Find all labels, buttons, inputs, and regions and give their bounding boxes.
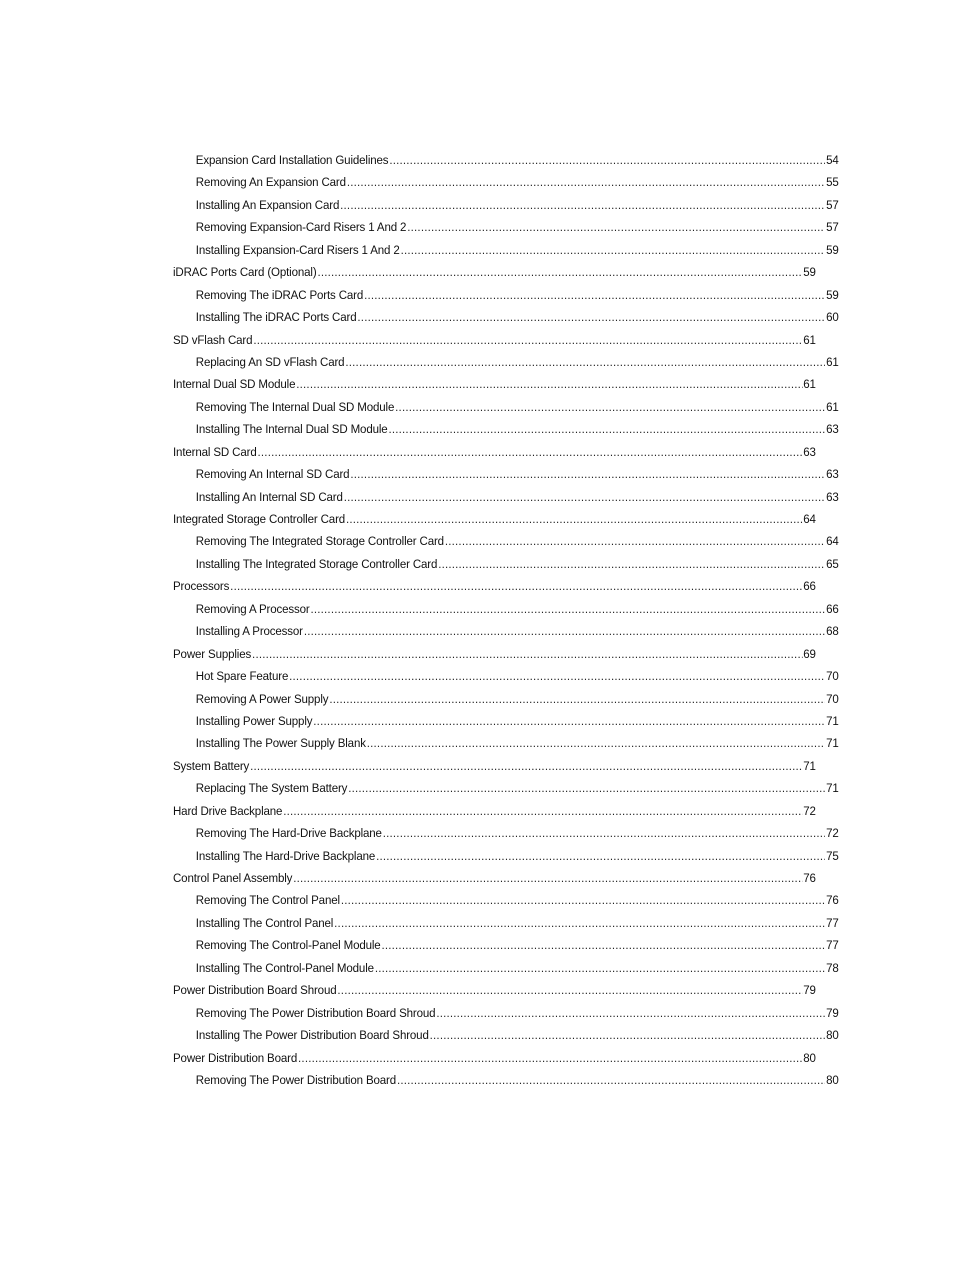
toc-entry-page-number: 70	[826, 669, 839, 684]
dot-leader	[350, 463, 825, 485]
dot-leader	[445, 530, 825, 552]
toc-entry-title: Installing The Hard-Drive Backplane	[195, 848, 376, 863]
dot-leader	[341, 889, 825, 911]
dot-leader	[430, 1024, 825, 1046]
toc-entry-page-number: 64	[826, 534, 839, 549]
table-of-contents	[173, 149, 839, 1091]
toc-entry-title: Installing An Internal SD Card	[195, 489, 343, 504]
dot-leader	[438, 553, 825, 575]
dot-leader	[345, 351, 825, 373]
toc-section-entry[interactable]	[173, 329, 816, 351]
toc-entry-title: Power Distribution Board Shroud	[173, 983, 337, 998]
toc-entry-page-number: 71	[803, 758, 816, 773]
toc-entry-page-number: 80	[826, 1028, 839, 1043]
toc-subsection-entry[interactable]	[173, 463, 839, 485]
toc-entry-page-number: 63	[803, 444, 816, 459]
toc-subsection-entry[interactable]	[173, 351, 839, 373]
toc-entry-page-number: 61	[803, 332, 816, 347]
toc-entry-title: Removing The Control Panel	[195, 893, 340, 908]
dot-leader	[346, 508, 802, 530]
toc-subsection-entry[interactable]	[173, 710, 839, 732]
toc-entry-title: Removing The Power Distribution Board Shroud	[195, 1005, 436, 1020]
toc-entry-page-number: 71	[826, 736, 839, 751]
toc-subsection-entry[interactable]	[173, 553, 839, 575]
toc-entry-title: Integrated Storage Controller Card	[173, 512, 346, 526]
toc-entry-title: Installing A Processor	[195, 624, 303, 639]
toc-entry-page-number: 59	[826, 242, 839, 257]
toc-entry-title: Installing The Power Distribution Board Shroud	[195, 1028, 429, 1043]
toc-entry-title: Removing An Internal SD Card	[195, 467, 350, 482]
toc-entry-page-number: 69	[803, 646, 816, 661]
dot-leader	[304, 620, 825, 642]
toc-entry-title: Power Supplies	[173, 646, 252, 661]
toc-subsection-entry[interactable]	[173, 889, 839, 911]
toc-entry-page-number: 61	[803, 377, 816, 392]
toc-entry-page-number: 63	[826, 467, 839, 482]
dot-leader	[283, 800, 802, 822]
toc-entry-page-number: 60	[826, 310, 839, 325]
dot-leader	[252, 643, 802, 665]
toc-entry-title: Installing The Power Supply Blank	[195, 736, 366, 751]
toc-subsection-entry[interactable]	[173, 396, 839, 418]
toc-subsection-entry[interactable]	[173, 418, 839, 440]
dot-leader	[388, 418, 825, 440]
toc-section-entry[interactable]	[173, 867, 816, 889]
toc-entry-page-number: 72	[803, 803, 816, 818]
dot-leader	[357, 306, 825, 328]
dot-leader	[250, 755, 802, 777]
toc-entry-title: Removing An Expansion Card	[195, 175, 346, 190]
dot-leader	[293, 867, 802, 889]
toc-entry-page-number: 77	[826, 915, 839, 930]
toc-section-entry[interactable]	[173, 508, 816, 530]
dot-leader	[337, 979, 802, 1001]
toc-entry-page-number: 66	[826, 601, 839, 616]
dot-leader	[436, 1002, 825, 1024]
toc-entry-page-number: 80	[803, 1050, 816, 1065]
toc-entry-title: Processors	[173, 579, 230, 594]
toc-subsection-entry[interactable]	[173, 665, 839, 687]
dot-leader	[253, 329, 802, 351]
toc-section-entry[interactable]	[173, 261, 816, 283]
toc-entry-page-number: 79	[826, 1005, 839, 1020]
toc-entry-title: Installing An Expansion Card	[195, 197, 340, 212]
toc-entry-page-number: 76	[826, 893, 839, 908]
toc-entry-page-number: 77	[826, 938, 839, 953]
dot-leader	[296, 373, 802, 395]
toc-entry-page-number: 66	[803, 579, 816, 594]
toc-entry-title: Installing The Integrated Storage Controller Card	[195, 556, 438, 571]
toc-entry-title: Removing The Internal Dual SD Module	[195, 399, 395, 414]
toc-entry-page-number: 75	[826, 848, 839, 863]
toc-entry-page-number: 71	[826, 781, 839, 796]
toc-subsection-entry[interactable]	[173, 486, 839, 508]
dot-leader	[298, 1047, 802, 1069]
toc-subsection-entry[interactable]	[173, 1024, 839, 1046]
toc-entry-title: Removing The Integrated Storage Controller Card	[195, 534, 444, 549]
toc-subsection-entry[interactable]	[173, 912, 839, 934]
toc-entry-title: Removing Expansion-Card Risers 1 And 2	[195, 220, 407, 235]
toc-subsection-entry[interactable]	[173, 822, 839, 844]
toc-entry-title: Expansion Card Installation Guidelines	[195, 153, 389, 167]
toc-subsection-entry[interactable]	[173, 284, 839, 306]
toc-subsection-entry[interactable]	[173, 306, 839, 328]
toc-entry-title: Removing The iDRAC Ports Card	[195, 287, 364, 302]
dot-leader	[395, 396, 825, 418]
toc-entry-title: Hot Spare Feature	[195, 669, 289, 684]
toc-entry-page-number: 61	[826, 354, 839, 369]
toc-entry-title: Removing A Processor	[195, 601, 310, 616]
toc-section-entry[interactable]	[173, 643, 816, 665]
toc-subsection-entry[interactable]	[173, 934, 839, 956]
toc-entry-title: Removing The Power Distribution Board	[195, 1072, 397, 1087]
dot-leader	[407, 216, 825, 238]
toc-section-entry[interactable]	[173, 800, 816, 822]
dot-leader	[397, 1069, 825, 1091]
dot-leader	[310, 598, 825, 620]
toc-section-entry[interactable]	[173, 979, 816, 1001]
toc-subsection-entry[interactable]	[173, 598, 839, 620]
toc-entry-title: Power Distribution Board	[173, 1050, 298, 1065]
toc-subsection-entry[interactable]	[173, 957, 839, 979]
toc-entry-title: Removing A Power Supply	[195, 691, 329, 706]
dot-leader	[258, 441, 803, 463]
toc-subsection-entry[interactable]	[173, 688, 839, 710]
toc-subsection-entry[interactable]	[173, 149, 839, 171]
toc-entry-page-number: 61	[826, 399, 839, 414]
toc-entry-title: Hard Drive Backplane	[173, 803, 283, 818]
toc-entry-page-number: 80	[826, 1072, 839, 1087]
toc-entry-title: Installing The Control-Panel Module	[195, 960, 374, 975]
toc-entry-title: Control Panel Assembly	[173, 871, 293, 885]
toc-section-entry[interactable]	[173, 1047, 816, 1069]
dot-leader	[364, 284, 825, 306]
dot-leader	[381, 934, 825, 956]
dot-leader	[376, 845, 825, 867]
dot-leader	[230, 575, 802, 597]
toc-subsection-entry[interactable]	[173, 239, 839, 261]
toc-subsection-entry[interactable]	[173, 530, 839, 552]
toc-subsection-entry[interactable]	[173, 620, 839, 642]
toc-entry-page-number: 71	[826, 713, 839, 728]
toc-entry-page-number: 63	[826, 489, 839, 504]
toc-subsection-entry[interactable]	[173, 216, 839, 238]
dot-leader	[340, 194, 825, 216]
toc-entry-title: Installing The iDRAC Ports Card	[195, 310, 357, 325]
toc-entry-page-number: 70	[826, 691, 839, 706]
toc-subsection-entry[interactable]	[173, 732, 839, 754]
toc-entry-page-number: 65	[826, 556, 839, 571]
dot-leader	[401, 239, 826, 261]
toc-subsection-entry[interactable]	[173, 845, 839, 867]
toc-entry-page-number: 78	[826, 960, 839, 975]
dot-leader	[317, 261, 802, 283]
toc-entry-title: SD vFlash Card	[173, 332, 253, 347]
dot-leader	[348, 777, 825, 799]
toc-entry-title: Replacing An SD vFlash Card	[195, 354, 345, 369]
toc-entry-page-number: 57	[826, 220, 839, 235]
toc-entry-title: Installing Expansion-Card Risers 1 And 2	[195, 242, 400, 257]
toc-entry-title: Installing The Internal Dual SD Module	[195, 422, 388, 437]
toc-entry-page-number: 68	[826, 624, 839, 639]
dot-leader	[383, 822, 825, 844]
toc-entry-page-number: 55	[826, 175, 839, 190]
dot-leader	[375, 957, 825, 979]
toc-entry-title: Removing The Hard-Drive Backplane	[195, 826, 382, 841]
toc-entry-page-number: 57	[826, 197, 839, 212]
toc-entry-page-number: 79	[803, 983, 816, 998]
toc-entry-page-number: 64	[803, 512, 816, 526]
toc-entry-title: Internal Dual SD Module	[173, 377, 296, 392]
dot-leader	[334, 912, 825, 934]
toc-subsection-entry[interactable]	[173, 1002, 839, 1024]
toc-entry-title: iDRAC Ports Card (Optional)	[173, 265, 317, 280]
toc-entry-title: Installing Power Supply	[195, 713, 313, 728]
dot-leader	[389, 149, 825, 171]
dot-leader	[367, 732, 825, 754]
toc-entry-page-number: 59	[803, 265, 816, 280]
toc-subsection-entry[interactable]	[173, 777, 839, 799]
toc-entry-title: Replacing The System Battery	[195, 781, 348, 796]
dot-leader	[329, 688, 825, 710]
toc-section-entry[interactable]	[173, 441, 816, 463]
toc-entry-page-number: 72	[826, 826, 839, 841]
dot-leader	[289, 665, 825, 687]
toc-entry-title: System Battery	[173, 758, 250, 773]
dot-leader	[344, 486, 825, 508]
toc-entry-page-number: 76	[803, 871, 816, 885]
toc-subsection-entry[interactable]	[173, 1069, 839, 1091]
toc-entry-title: Internal SD Card	[173, 444, 257, 459]
toc-entry-page-number: 54	[826, 153, 839, 167]
toc-entry-page-number: 59	[826, 287, 839, 302]
toc-entry-title: Removing The Control-Panel Module	[195, 938, 381, 953]
dot-leader	[347, 171, 825, 193]
toc-subsection-entry[interactable]	[173, 194, 839, 216]
toc-section-entry[interactable]	[173, 755, 816, 777]
toc-entry-page-number: 63	[826, 422, 839, 437]
toc-subsection-entry[interactable]	[173, 171, 839, 193]
toc-entry-title: Installing The Control Panel	[195, 915, 334, 930]
dot-leader	[313, 710, 825, 732]
toc-section-entry[interactable]	[173, 575, 816, 597]
toc-section-entry[interactable]	[173, 373, 816, 395]
